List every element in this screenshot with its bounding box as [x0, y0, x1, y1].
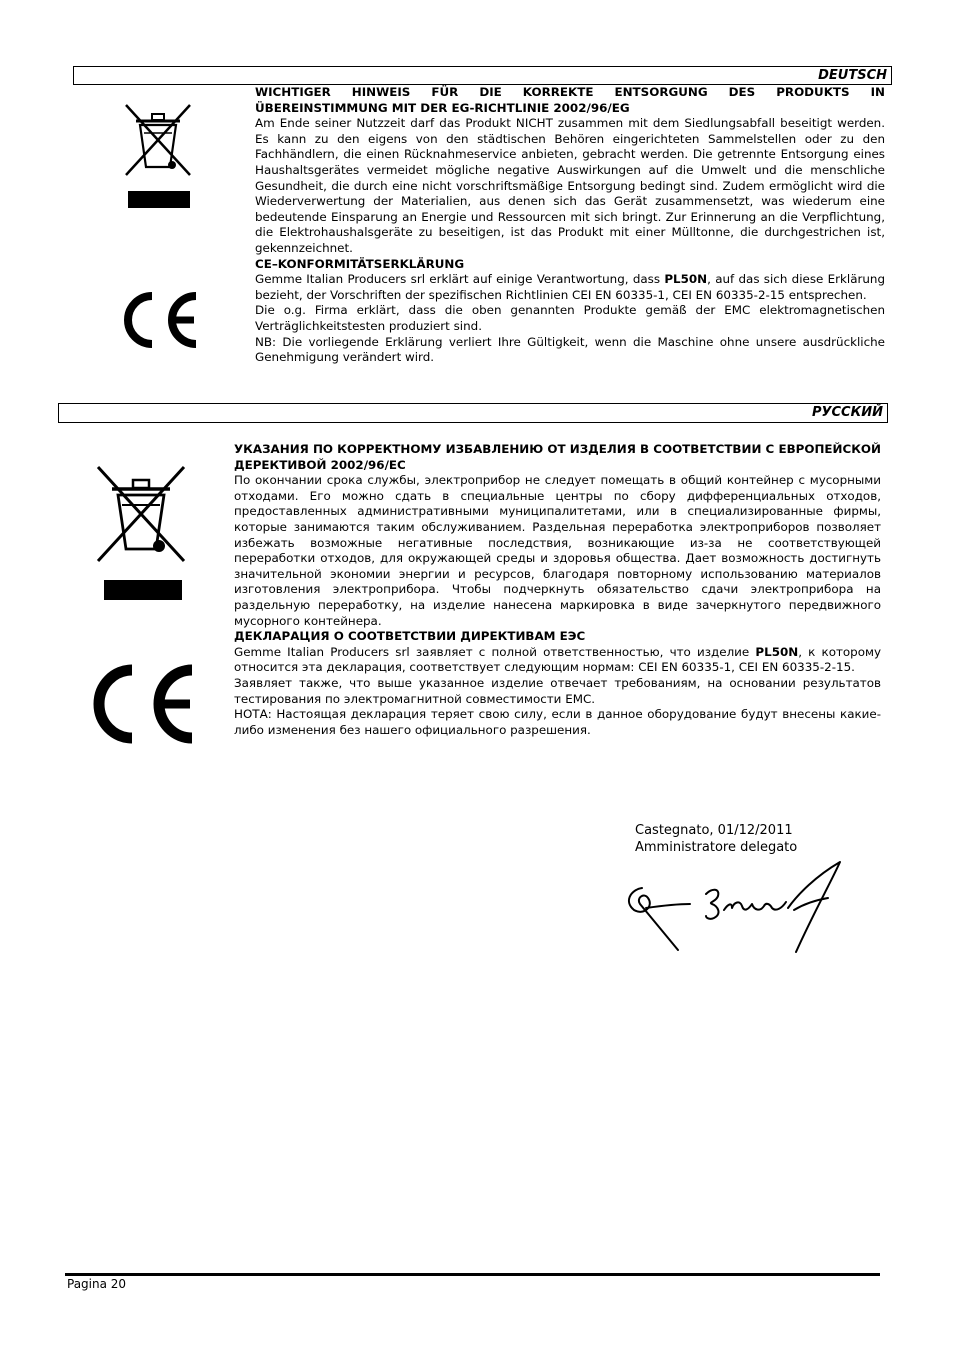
footer-divider	[65, 1273, 880, 1276]
ce-text-start: Gemme Italian Producers srl erklärt auf einige Verantwortung, dass	[255, 272, 665, 287]
validity-note: NB: Die vorliegende Erklärung verliert Ihre Gültigkeit, wenn die Maschine ohne unsere ausdrückliche Genehmigung verändert wird.	[255, 334, 885, 365]
signature-block	[635, 822, 797, 856]
page-number: Pagina 20	[67, 1277, 127, 1291]
ce-text-end: , к которому относится эта декларация, соответствует следующим нормам: CEI EN 60335-1, CEI EN 60335-2-15.	[234, 644, 881, 675]
model-code: PL50N	[755, 644, 799, 659]
ce-heading: ДЕКЛАРАЦИЯ О СООТВЕТСТВИИ ДИРЕКТИВАМ ЕЭС	[234, 629, 586, 644]
place-date: Castegnato, 01/12/2011	[635, 823, 793, 838]
emc-statement: Die o.g. Firma erklärt, dass die oben genannten Produkte gemäß der EMC elektromagnetischen Verträglichkeitstesten produziert sind.	[255, 303, 885, 333]
ce-mark-icon	[118, 288, 202, 352]
weee-body: Am Ende seiner Nutzzeit darf das Produkt NICHT zusammen mit dem Siedlungsabfall beseitigt werden. Es kann zu den eigens von den städtischen Behören eingerichteten Sammelstellen oder zu den Fachhändlern, die einen Rücknahmeservice anbieten, gebracht werden. Die getrennte Entsorgung eines Haushaltsgerätes vermeidet mögliche negative Auswirkungen auf die Umwelt und die menschliche Gesundheit, die durch eine nicht vorschriftsmäßige Entsorgung bedingt sind. Zudem ermöglicht wird die Wiederverwertung der Materialien, aus denen sich das Gerät zusammensetzt, was wiederum eine bedeutende Einsparung an Energie und Ressourcen mit sich bringt. Zur Erinnerung an die Verpflichtung, die Elektrohaushalsgeräte zu beseitigen, ist das Produkt mit einer Mülltonne, die durchgestrichen ist, gekennzeichnet.	[255, 116, 885, 255]
ce-mark-icon	[86, 660, 200, 748]
language-bar-russian	[58, 403, 888, 423]
weee-heading: УКАЗАНИЯ ПО КОРРЕКТНОМУ ИЗБАВЛЕНИЮ ОТ ИЗДЕЛИЯ В СООТВЕТСТВИИ С ЕВРОПЕЙСКОЙ ДЕРЕКТИВОЙ 2002/96/ЕС	[234, 442, 881, 472]
ce-text-start: Gemme Italian Producers srl заявляет с полной ответственностью, что изделие	[234, 644, 756, 659]
deutsch-text-block	[255, 85, 885, 366]
validity-note: НОТА: Настоящая декларация теряет свою силу, если в данное оборудование будут внесены какие-либо изменения без нашего официального разрешения.	[234, 707, 881, 737]
weee-body: По окончании срока службы, электроприбор не следует помещать в общий контейнер с мусорными отходами. Его можно сдать в специальные центры по сбору дифференциальных отходов, предоставленных административными муниципалитетами, или в специализированные фирмы, которые занимаются таким обслуживанием. Раздельная переработка электроприборов позволяет избежать возможные негативные последствия, возникающие из-за не соответствующей переработки отходов, для окружающей среды и здоровья общества. Дает возможность достигнуть значительной экономии энергии и ресурсов, благодаря повторному использованию материалов изготовления электроприбора. Чтобы подчеркнуть обязательство сдачи электроприбора на раздельную переработку, на изделие нанесена маркировка в виде зачеркнутого передвижного мусорного контейнера.	[234, 473, 881, 628]
ce-heading: CE–KONFORMITÄTSERKLÄRUNG	[255, 256, 465, 271]
ce-declaration	[234, 645, 881, 676]
ce-declaration	[255, 272, 885, 303]
russian-text-block	[234, 442, 881, 738]
language-label: РУССКИЙ	[811, 405, 883, 420]
language-label: DEUTSCH	[818, 68, 887, 83]
emc-statement: Заявляет также, что выше указанное изделие отвечает требованиям, на основании результатов тестирования по электромагнитной совместимости EMC.	[234, 675, 881, 706]
ce-text-end: , auf das sich diese Erklärung bezieht, der Vorschriften der spezifischen Richtlinien CEI EN 60335-1, CEI EN 60335-2-15 entsprechen.	[255, 272, 885, 302]
language-bar-deutsch	[73, 66, 892, 85]
signatory-role: Amministratore delegato	[635, 840, 798, 855]
crossed-out-wheelie-bin-icon	[96, 465, 186, 602]
model-code: PL50N	[664, 272, 708, 287]
crossed-out-wheelie-bin-icon	[124, 103, 192, 209]
handwritten-signature	[620, 858, 846, 956]
weee-heading: WICHTIGER HINWEIS FÜR DIE KORREKTE ENTSORGUNG DES PRODUKTS IN ÜBEREINSTIMMUNG MIT DER EG-RICHTLINIE 2002/96/EG	[255, 85, 885, 115]
